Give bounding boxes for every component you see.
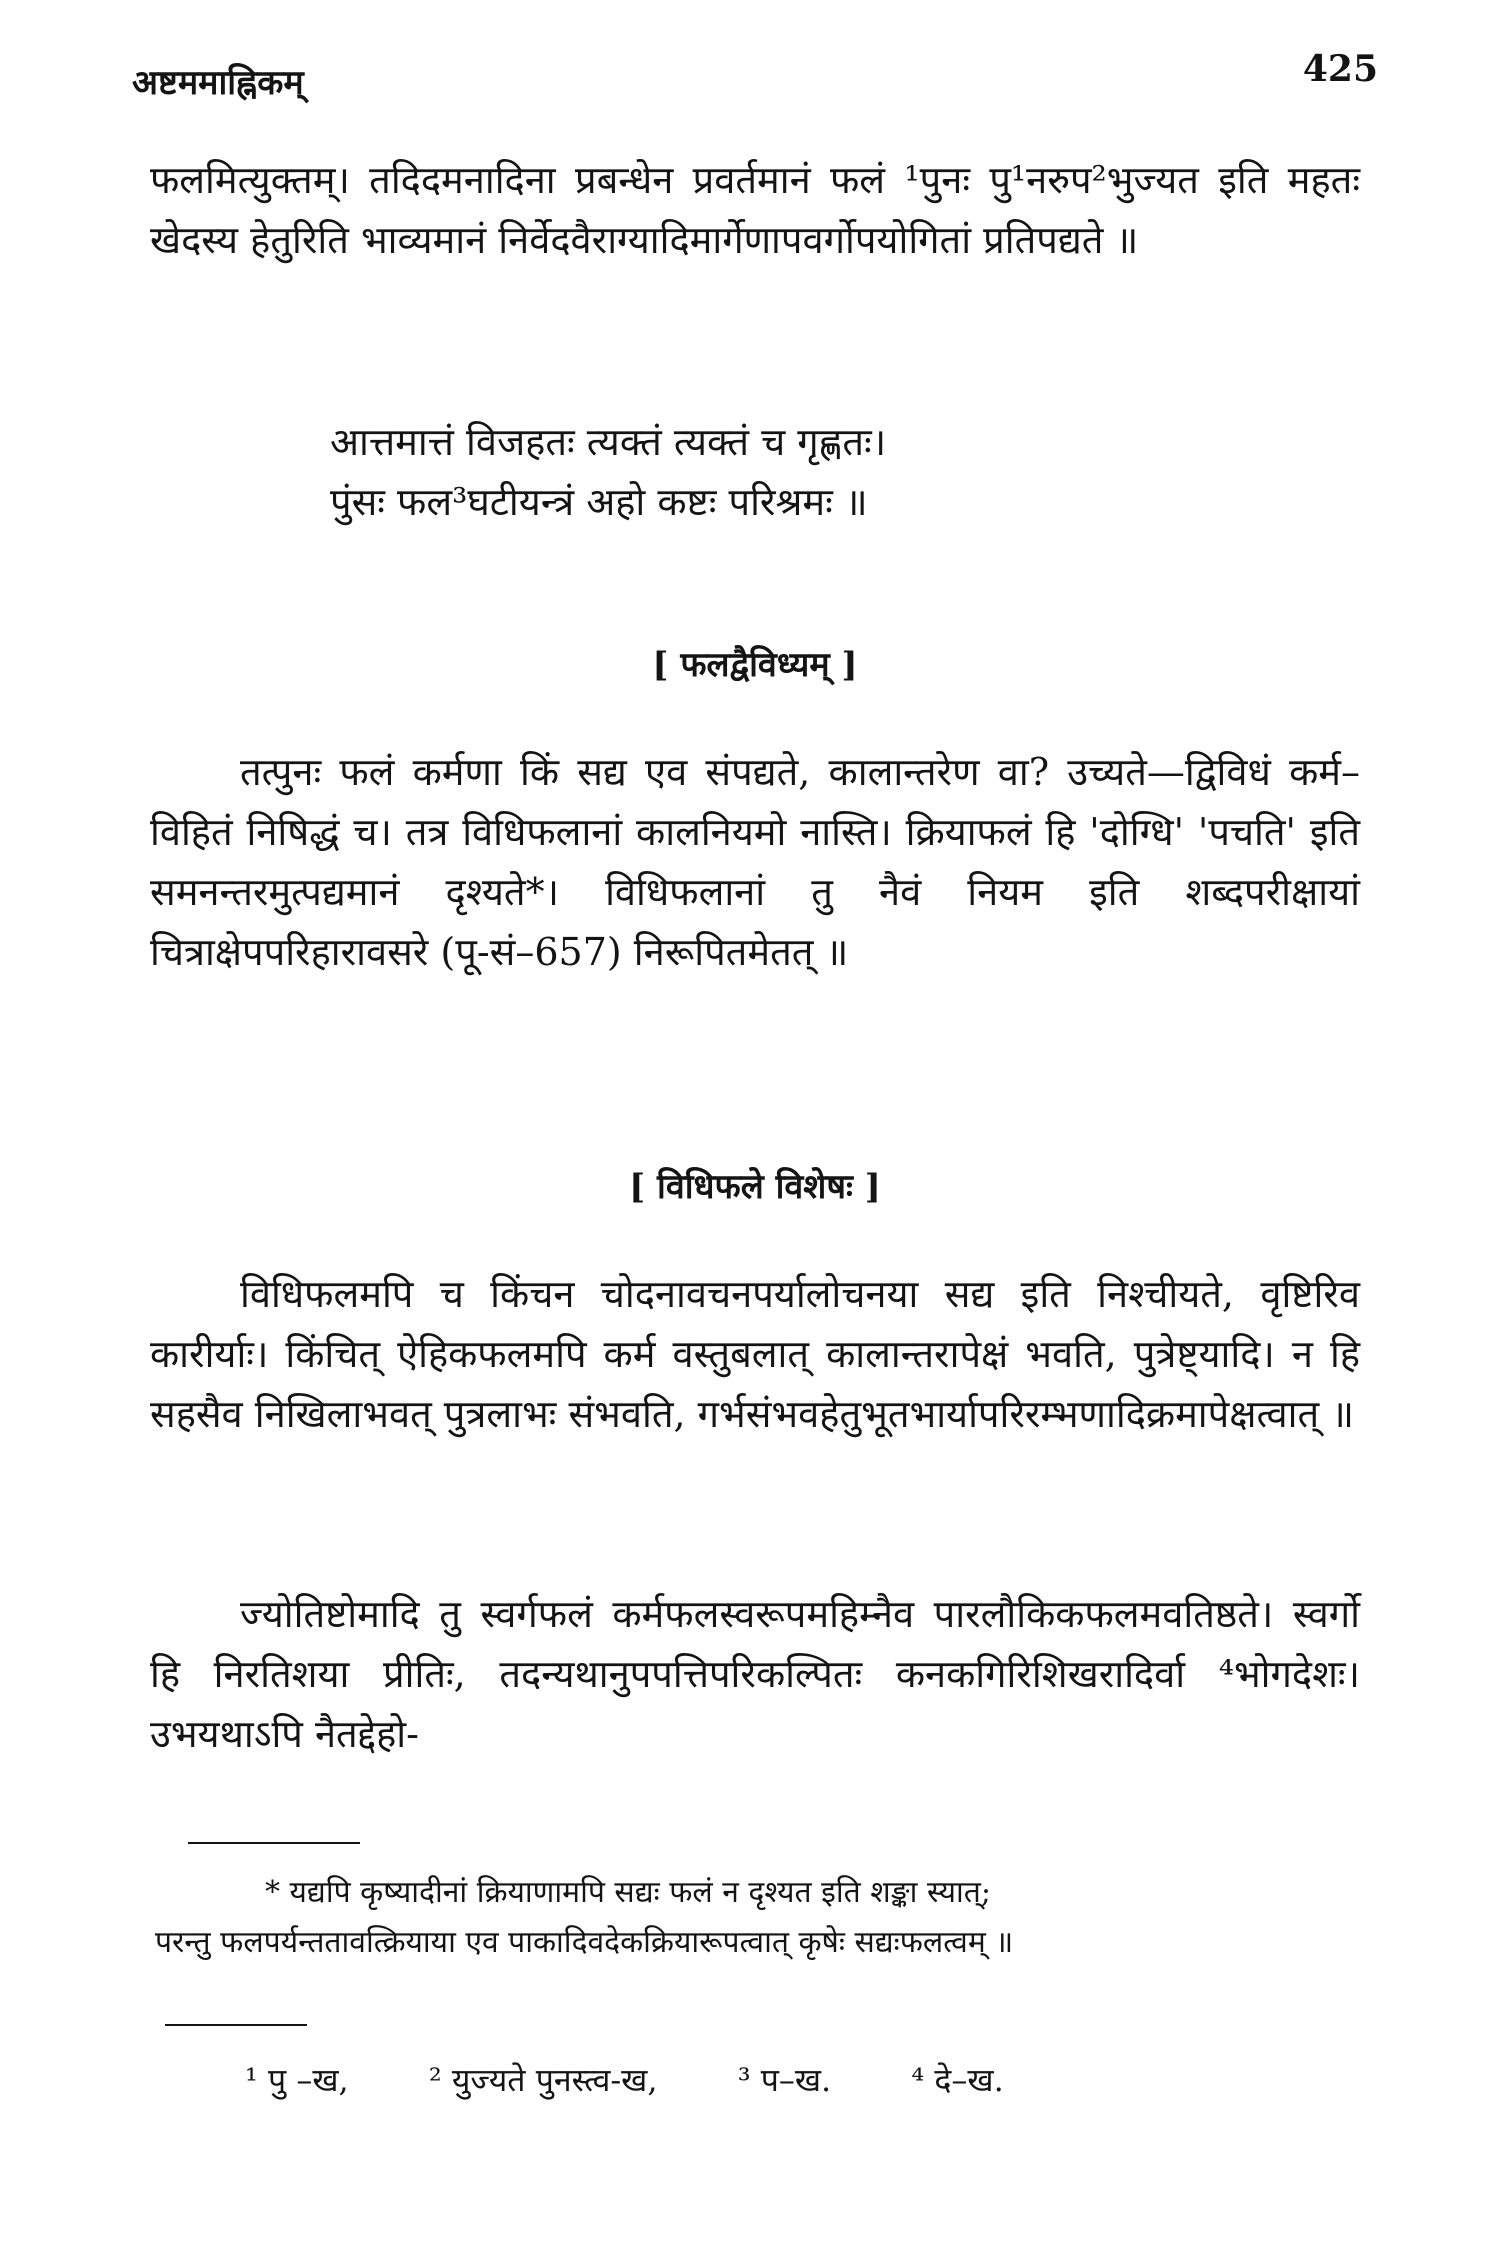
variant-readings bbox=[245, 2055, 1395, 2105]
variant-1: ¹ पु –ख, bbox=[245, 2061, 349, 2099]
paragraph-2: तत्पुनः फलं कर्मणा किं सद्य एव संपद्यते, कालान्तरेण वा? उच्यते—द्विविधं कर्म–विहितं निषिद्धं च। तत्र विधिफलानां कालनियमो नास्ति। क्रियाफलं हि 'दोग्धि' 'पचति' इति समनन्तरमुत्पद्यमानं दृश्यते*। विधिफलानां तु नैवं नियम इति शब्दपरीक्षायां चित्राक्षेपपरिहारावसरे (पू-सं–657) निरूपितमेतत् ॥ bbox=[150, 750, 1360, 974]
variant-3: ³ प–ख. bbox=[737, 2061, 832, 2099]
paragraph-3: विधिफलमपि च किंचन चोदनावचनपर्यालोचनया सद्य इति निश्चीयते, वृष्टिरिव कारीर्याः। किंचित् ऐहिकफलमपि कर्म वस्तुबलात् कालान्तरापेक्षं भवति, पुत्रेष्ट्यादि। न हि सहसैव निखिलाभवत् पुत्रलाभः संभवति, गर्भसंभवहेतुभूतभार्यापरिरम्भणादिक्रमापेक्षत्वात् ॥ bbox=[150, 1272, 1360, 1436]
verse-line-2: पुंसः फल³घटीयन्त्रं अहो कष्टः परिश्रमः ॥ bbox=[330, 480, 868, 524]
page-number: 425 bbox=[1302, 48, 1378, 90]
variant-4: ⁴ दे–ख. bbox=[911, 2061, 1004, 2099]
page-header bbox=[120, 48, 1378, 118]
footnote bbox=[155, 1868, 1370, 1968]
footnote-line-1: * यद्यपि कृष्यादीनां क्रियाणामपि सद्यः फलं न दृश्यत इति शङ्का स्यात्; bbox=[265, 1875, 991, 1910]
paragraph-1: फलमित्युक्तम्। तदिदमनादिना प्रबन्धेन प्रवर्तमानं फलं ¹पुनः पु¹नरुप²भुज्यत इति महतः खेदस्य हेतुरिति भाव्यमानं निर्वेदवैराग्यादिमार्गेणापवर्गोपयोगितां प्रतिपद्यते ॥ bbox=[150, 158, 1360, 262]
variants-divider bbox=[165, 2024, 307, 2026]
footnote-divider bbox=[188, 1842, 360, 1844]
footnote-line-2: परन्तु फलपर्यन्ततावत्क्रियाया एव पाकादिवदेकक्रियारूपत्वात् कृषेः सद्यःफलत्वम् ॥ bbox=[155, 1925, 1014, 1960]
section-heading-1: [ फलद्वैविध्यम् ] bbox=[652, 645, 858, 685]
section-heading-2: [ विधिफले विशेषः ] bbox=[629, 1167, 881, 1207]
paragraph-4: ज्योतिष्टोमादि तु स्वर्गफलं कर्मफलस्वरूपमहिम्नैव पारलौकिकफलमवतिष्ठते। स्वर्गो हि निरतिशया प्रीतिः, तदन्यथानुपपत्तिपरिकल्पितः कनकगिरिशिखरादिर्वा ⁴भोगदेशः। उभयथाऽपि नैतद्देहो- bbox=[150, 1592, 1360, 1756]
running-head: अष्टममाह्निकम् bbox=[132, 63, 304, 103]
variant-2: ² युज्यते पुनस्त्व-ख, bbox=[428, 2061, 658, 2099]
verse bbox=[330, 412, 1230, 532]
verse-line-1: आत्तमात्तं विजहतः त्यक्तं त्यक्तं च गृह्णतः। bbox=[330, 420, 887, 464]
